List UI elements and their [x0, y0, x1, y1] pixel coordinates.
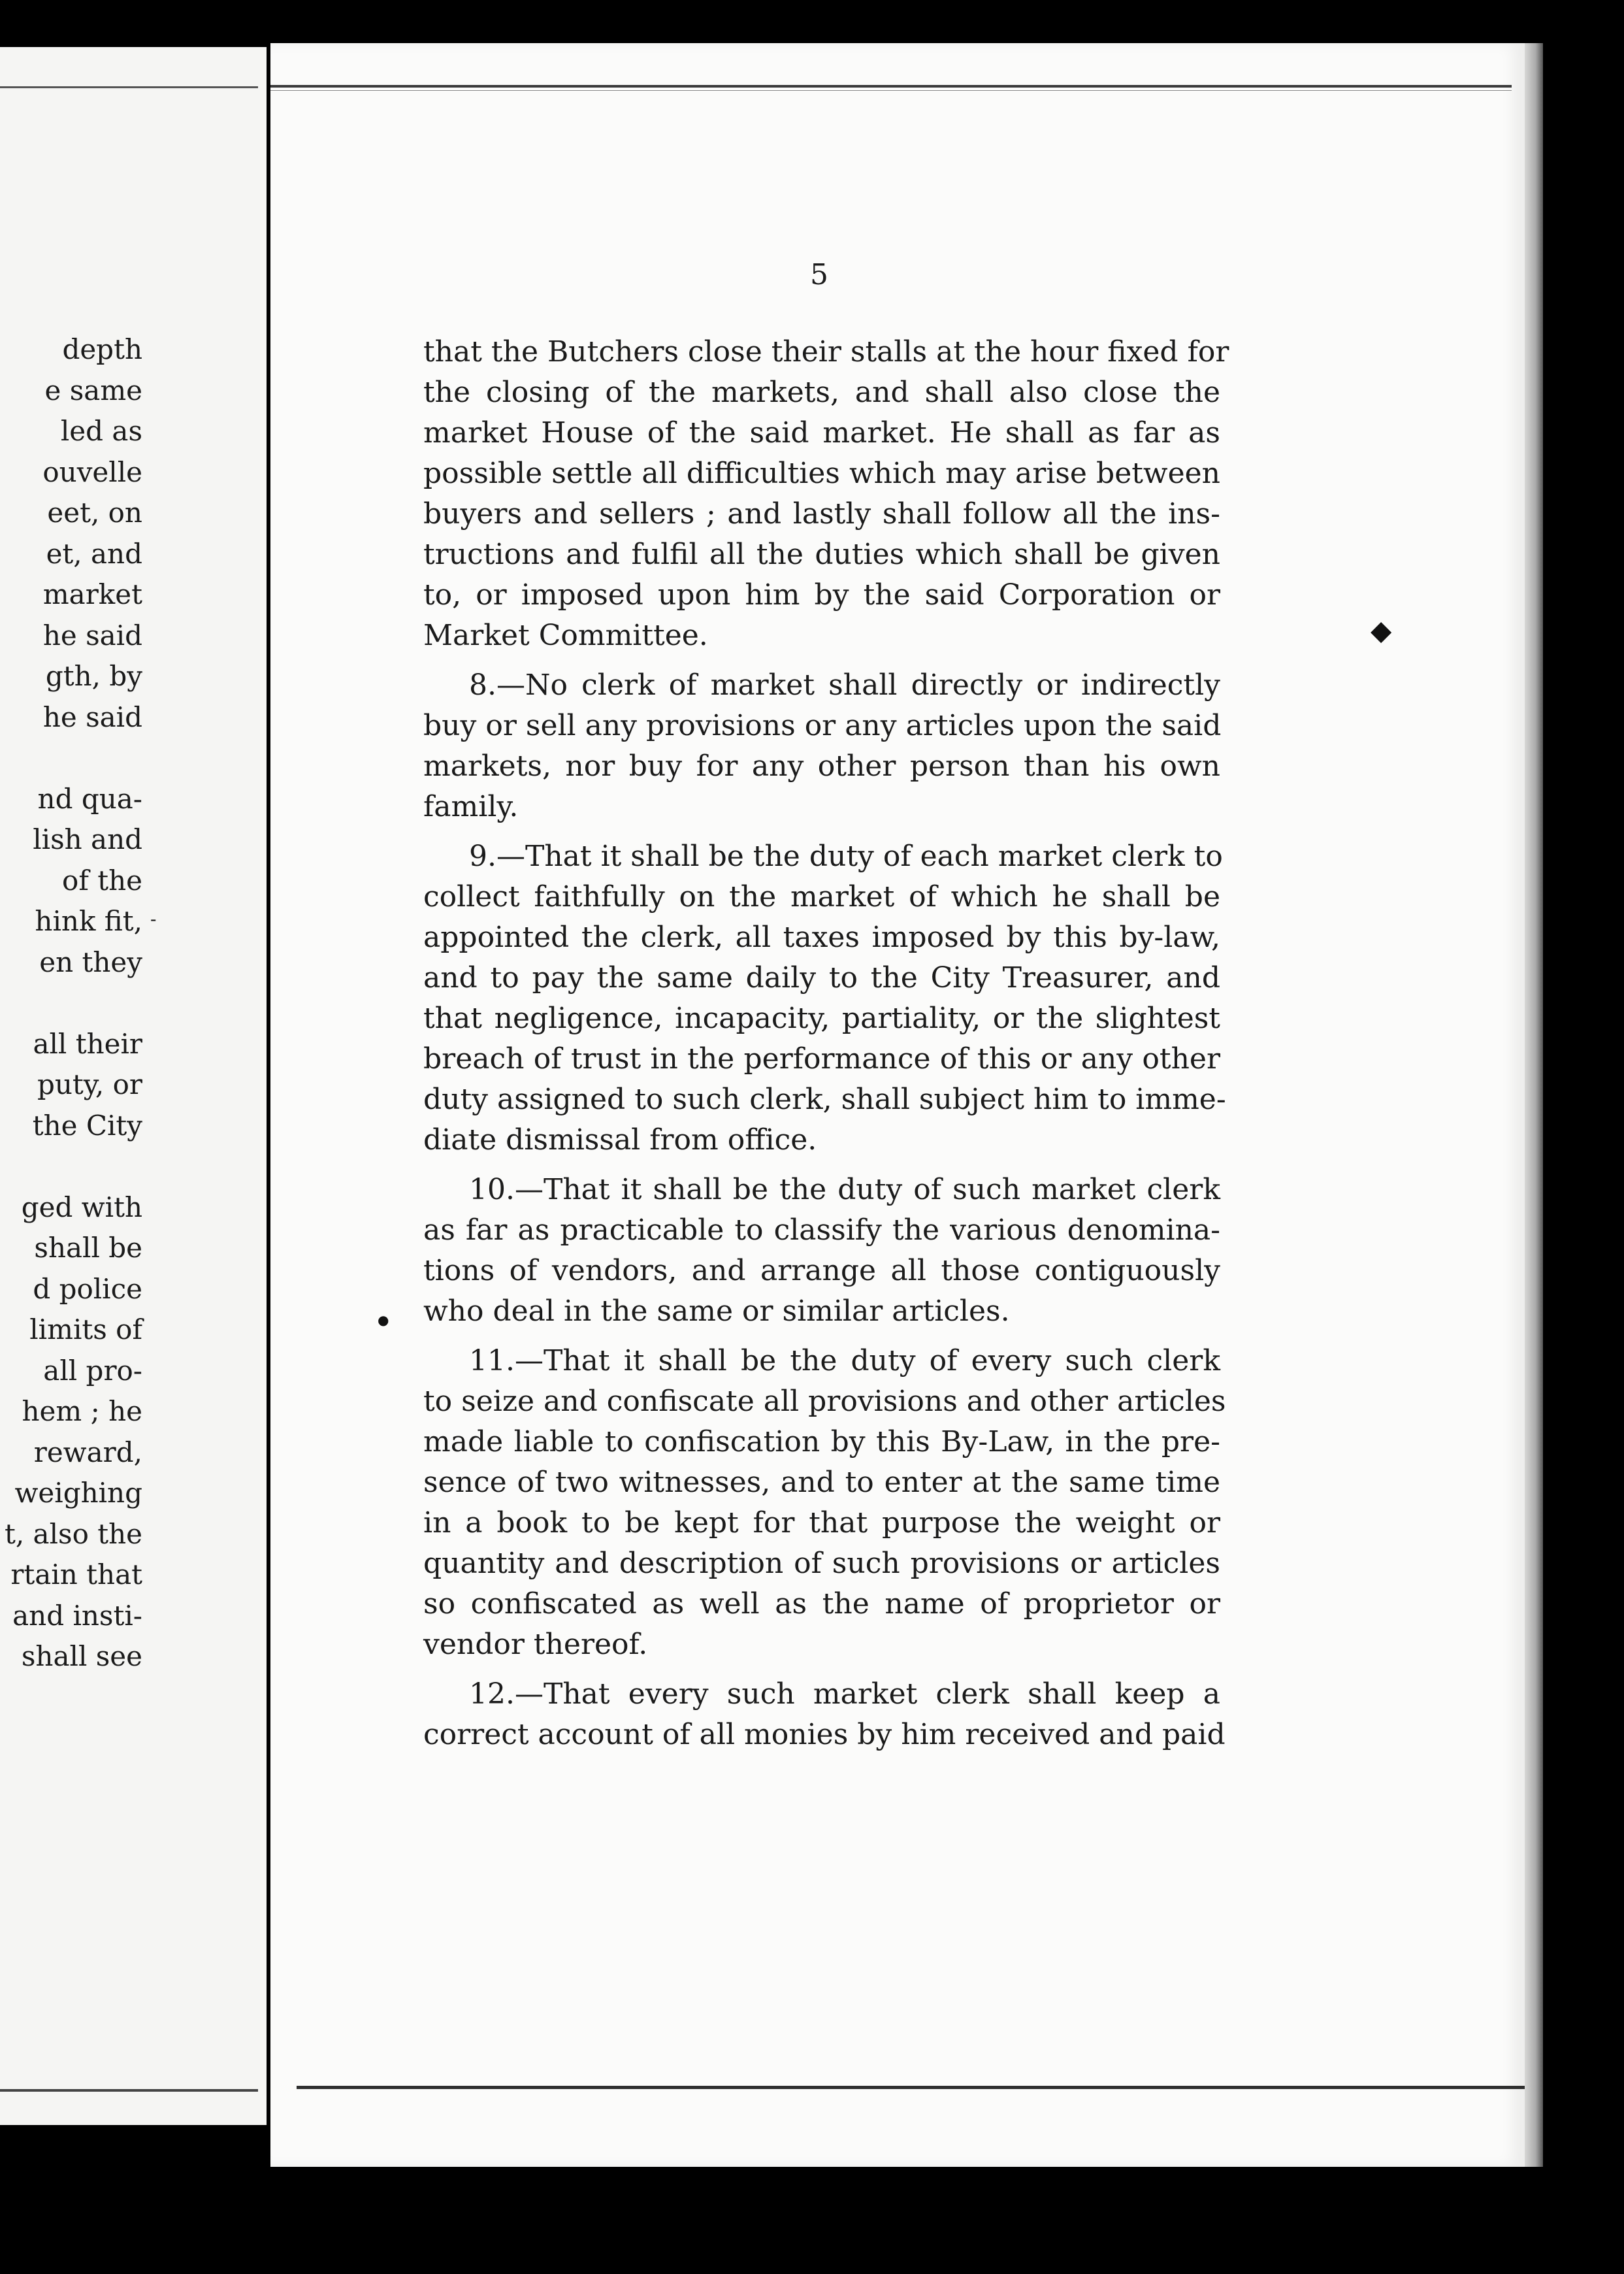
text-line: and to pay the same daily to the City Treasurer, and [423, 961, 1220, 995]
left-page-line: of the [62, 864, 142, 897]
paragraph [423, 332, 1229, 656]
left-page-line: hem ; he [22, 1395, 142, 1427]
left-page-line: all pro- [43, 1354, 142, 1387]
left-page-line: d police [33, 1272, 142, 1305]
left-page-line: ged with [21, 1191, 142, 1223]
left-page-line: the City [32, 1109, 142, 1142]
text-line: to seize and confiscate all provisions and other articles [423, 1385, 1226, 1418]
left-page-line: gth, by [45, 660, 142, 692]
ink-blot-mark: ◆ [1371, 614, 1392, 646]
left-page-line: led as [60, 415, 142, 447]
text-line: vendor thereof. [423, 1628, 648, 1661]
text-line: that the Butchers close their stalls at the hour fixed for [423, 335, 1229, 369]
left-page-line: eet, on [47, 497, 142, 529]
text-line: Market Committee. [423, 619, 708, 652]
left-page-line: puty, or [37, 1068, 142, 1100]
text-line: as far as practicable to classify the various denomina- [423, 1213, 1220, 1247]
text-line: buy or sell any provisions or any articles upon the said [423, 709, 1222, 742]
text-line: sence of two witnesses, and to enter at the same time [423, 1466, 1220, 1499]
left-page-line: en they [39, 946, 142, 978]
text-line: duty assigned to such clerk, shall subject him to imme- [423, 1083, 1226, 1116]
left-page-gap [0, 983, 142, 1024]
left-page-line: reward, [33, 1436, 142, 1468]
text-line: collect faithfully on the market of which he shall be [423, 880, 1220, 914]
text-line: made liable to confiscation by this By-Law, in the pre- [423, 1425, 1220, 1458]
left-page-line: depth [62, 333, 142, 365]
text-line: 9.—That it shall be the duty of each market clerk to [469, 840, 1223, 873]
page-edge [1525, 43, 1543, 2167]
top-rule [0, 86, 258, 88]
left-page-gap [0, 1146, 142, 1187]
text-line: market House of the said market. He shall as far as [423, 416, 1220, 450]
text-line: 12.—That every such market clerk shall keep a [469, 1677, 1220, 1711]
text-line: 8.—No clerk of market shall directly or indirectly [469, 668, 1220, 702]
page-body-text [423, 332, 1229, 1764]
left-page-line: shall be [34, 1232, 142, 1264]
text-line: to, or imposed upon him by the said Corporation or [423, 578, 1220, 612]
text-line: tions of vendors, and arrange all those contiguously [423, 1254, 1220, 1287]
text-line: that negligence, incapacity, partiality, or the slightest [423, 1002, 1220, 1035]
top-rule [270, 85, 1512, 88]
left-page-line: lish and [33, 823, 142, 855]
left-page-line: rtain that [10, 1558, 142, 1590]
bottom-rule [297, 2086, 1525, 2089]
left-page-line: t, also the [4, 1517, 142, 1550]
paragraph [423, 1170, 1220, 1332]
ink-dot-mark: ● [378, 1312, 389, 1328]
text-line: in a book to be kept for that purpose the weight or [423, 1506, 1220, 1540]
left-page-line: and insti- [12, 1599, 142, 1632]
left-page-line: limits of [29, 1313, 142, 1345]
top-rule-thin [270, 90, 1512, 91]
text-line: 10.—That it shall be the duty of such market clerk [469, 1173, 1220, 1206]
left-page-line: ouvelle [42, 455, 142, 488]
paragraph [423, 1341, 1226, 1665]
left-page-text [0, 329, 142, 1677]
left-page-line: market [42, 578, 142, 610]
text-line: so confiscated as well as the name of proprietor or [423, 1587, 1220, 1621]
left-page-line: hink fit, [35, 905, 142, 937]
paragraph [423, 836, 1226, 1161]
paragraph [423, 665, 1220, 827]
text-line: breach of trust in the performance of this or any other [423, 1042, 1220, 1076]
left-page-line: weighing [14, 1477, 142, 1509]
left-page-line: he said [42, 619, 142, 651]
left-page-gap [0, 738, 142, 779]
text-line: possible settle all difficulties which may arise between [423, 457, 1220, 490]
bottom-rule [0, 2089, 258, 2092]
left-page-line: nd qua- [37, 782, 142, 815]
page-number: 5 [810, 258, 828, 291]
text-line: markets, nor buy for any other person than his own [423, 750, 1220, 783]
left-facing-page [0, 47, 267, 2125]
left-page-line: e same [44, 374, 142, 406]
paragraph [423, 1674, 1226, 1755]
text-line: the closing of the markets, and shall also close the [423, 376, 1220, 409]
left-page-line: all their [33, 1027, 142, 1060]
text-line: 11.—That it shall be the duty of every such clerk [469, 1344, 1220, 1377]
left-page-line: et, and [46, 537, 142, 570]
text-line: tructions and fulfil all the duties which shall be given [423, 538, 1220, 571]
text-line: who deal in the same or similar articles. [423, 1294, 1010, 1328]
text-line: appointed the clerk, all taxes imposed by this by-law, [423, 921, 1220, 954]
text-line: correct account of all monies by him received and paid [423, 1718, 1226, 1751]
text-line: diate dismissal from office. [423, 1123, 817, 1157]
text-line: buyers and sellers ; and lastly shall follow all the ins- [423, 497, 1220, 531]
text-line: quantity and description of such provisions or articles [423, 1547, 1220, 1580]
left-page-line: he said [42, 700, 142, 733]
left-page-line: shall see [21, 1640, 142, 1672]
text-line: family. [423, 790, 519, 823]
stray-mark: - [150, 908, 157, 930]
